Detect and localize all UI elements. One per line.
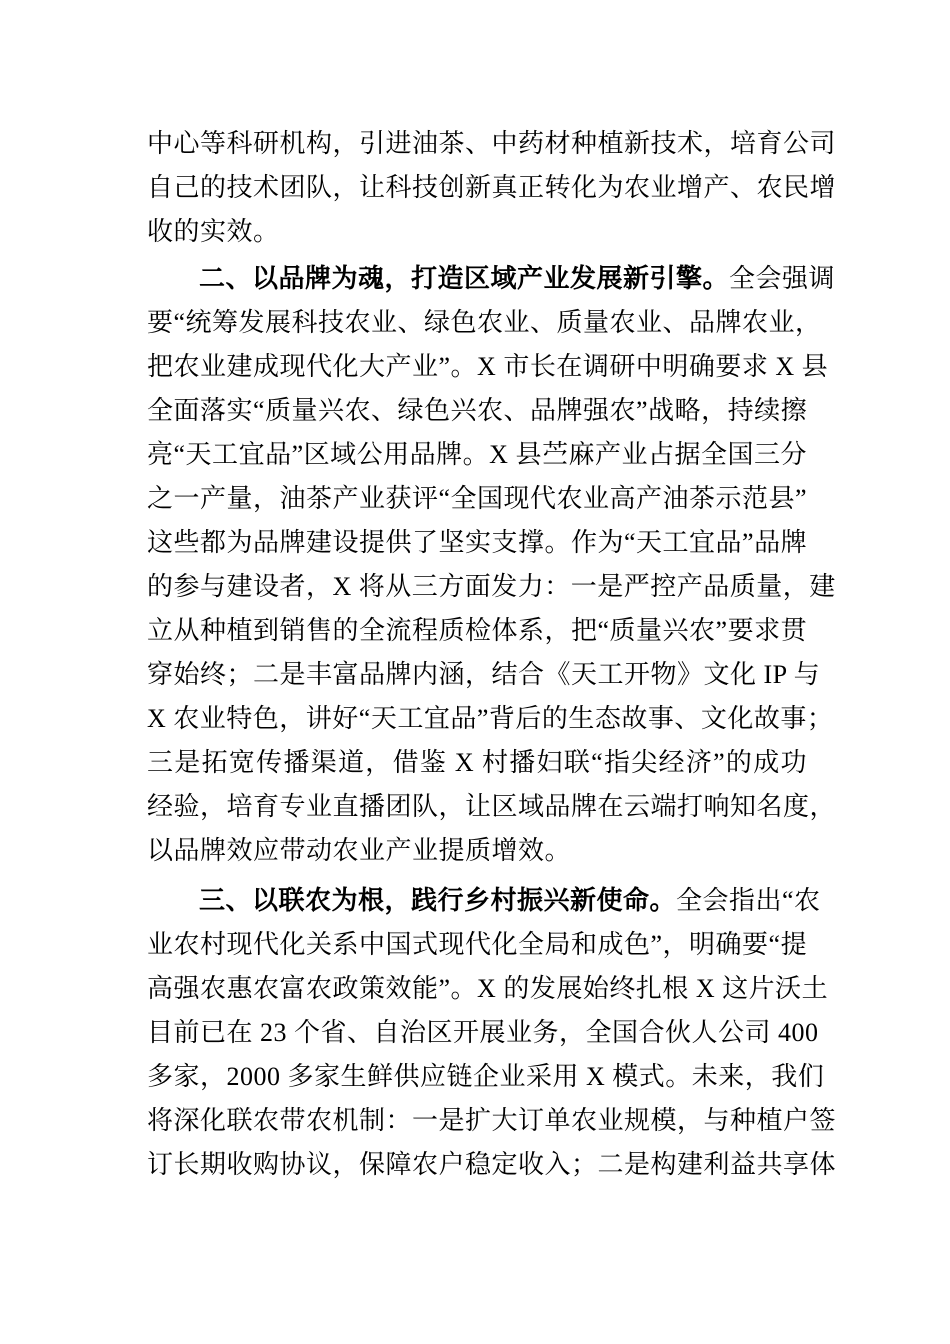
- text-line: 穿始终；二是丰富品牌内涵，结合《天工开物》文化 IP 与: [147, 660, 821, 689]
- text-line: X 农业特色，讲好“天工宜品”背后的生态故事、文化故事；: [147, 704, 834, 733]
- text-line: 业农村现代化关系中国式现代化全局和成色”，明确要“提: [147, 930, 808, 959]
- text-line: 这些都为品牌建设提供了坚实支撑。作为“天工宜品”品牌: [147, 528, 808, 557]
- paragraph-farmers: [147, 879, 837, 1187]
- text-line: 要“统筹发展科技农业、绿色农业、质量农业、品牌农业，: [147, 308, 822, 337]
- text-line: [147, 257, 836, 301]
- text-line: 三是拓宽传播渠道，借鉴 X 村播妇联“指尖经济”的成功: [147, 748, 807, 777]
- paragraph-brand: [147, 257, 837, 873]
- text-line: 把农业建成现代化大产业”。X 市长在调研中明确要求 X 县: [147, 352, 829, 381]
- text-line: 目前已在 23 个省、自治区开展业务，全国合伙人公司 400: [147, 1018, 819, 1047]
- paragraph-tech-innovation-end: [147, 122, 837, 254]
- text-line: 立从种植到销售的全流程质检体系，把“质量兴农”要求贯: [147, 616, 808, 645]
- text-line: [147, 879, 821, 923]
- section-heading: 三、以联农为根，践行乡村振兴新使命。: [199, 886, 677, 916]
- text-run: 全会强调: [729, 264, 836, 293]
- text-line: 收的实效。: [147, 217, 280, 246]
- text-line: 订长期收购协议，保障农户稳定收入；二是构建利益共享体: [147, 1150, 837, 1179]
- text-line: 将深化联农带农机制：一是扩大订单农业规模，与种植户签: [147, 1106, 837, 1135]
- text-line: 全面落实“质量兴农、绿色兴农、品牌强农”战略，持续擦: [147, 396, 808, 425]
- text-line: 高强农惠农富农政策效能”。X 的发展始终扎根 X 这片沃土: [147, 974, 829, 1003]
- text-line: 亮“天工宜品”区域公用品牌。X 县苎麻产业占据全国三分: [147, 440, 807, 469]
- text-line: 的参与建设者，X 将从三方面发力：一是严控产品质量，建: [147, 572, 836, 601]
- text-line: 多家，2000 多家生鲜供应链企业采用 X 模式。未来，我们: [147, 1062, 825, 1091]
- document-page: [147, 122, 837, 1187]
- text-line: 以品牌效应带动农业产业提质增效。: [147, 836, 572, 865]
- text-line: 自己的技术团队，让科技创新真正转化为农业增产、农民增: [147, 173, 837, 202]
- section-heading: 二、以品牌为魂，打造区域产业发展新引擎。: [199, 264, 730, 294]
- text-line: 之一产量，油茶产业获评“全国现代农业高产油茶示范县”: [147, 484, 808, 513]
- text-run: 全会指出“农: [676, 886, 821, 915]
- text-line: 经验，培育专业直播团队，让区域品牌在云端打响知名度，: [147, 792, 837, 821]
- text-line: 中心等科研机构，引进油茶、中药材种植新技术，培育公司: [147, 129, 837, 158]
